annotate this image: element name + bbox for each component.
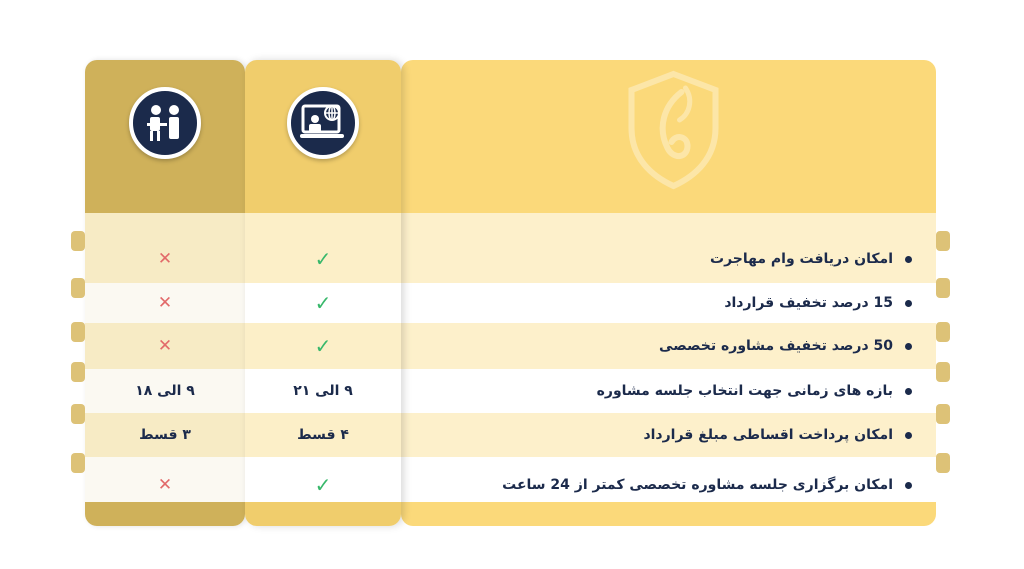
in-person-cell	[85, 213, 245, 283]
row-tab-left	[71, 453, 85, 473]
row-tab-left	[71, 362, 85, 382]
feature-row	[401, 283, 936, 323]
row-tab-right	[936, 362, 950, 382]
in-person-meeting-icon	[129, 87, 201, 159]
cross-icon: ✕	[157, 293, 173, 313]
feature-label: امکان دریافت وام مهاجرت	[710, 251, 893, 267]
bullet-icon	[905, 432, 912, 439]
bullet-icon	[905, 256, 912, 263]
online-plan-header	[245, 60, 401, 213]
bullet-icon	[905, 343, 912, 350]
feature-label: امکان پرداخت اقساطی مبلغ قرارداد	[643, 427, 893, 443]
shield-logo-icon	[621, 70, 726, 190]
row-tab-right	[936, 404, 950, 424]
feature-label: 15 درصد تخفیف قرارداد	[724, 295, 893, 311]
online-cell	[245, 413, 401, 457]
in-person-plan-header	[85, 60, 245, 213]
row-tab-left	[71, 231, 85, 251]
cell-value: ۴ قسط	[297, 427, 349, 443]
online-cell	[245, 213, 401, 283]
cell-value: ۹ الی ۱۸	[135, 383, 195, 399]
feature-label: بازه های زمانی جهت انتخاب جلسه مشاوره	[596, 383, 893, 399]
row-tab-right	[936, 231, 950, 251]
column-footer	[85, 502, 245, 526]
row-tab-right	[936, 453, 950, 473]
feature-row	[401, 323, 936, 369]
bullet-icon	[905, 300, 912, 307]
bullet-icon	[905, 388, 912, 395]
cross-icon: ✕	[157, 475, 173, 495]
in-person-cell	[85, 323, 245, 369]
check-icon: ✓	[314, 291, 332, 315]
cross-icon: ✕	[157, 249, 173, 269]
column-footer	[401, 502, 936, 526]
in-person-cell	[85, 413, 245, 457]
feature-row	[401, 213, 936, 283]
row-tab-left	[71, 404, 85, 424]
online-consultation-icon	[287, 87, 359, 159]
cross-icon: ✕	[157, 336, 173, 356]
check-icon: ✓	[314, 473, 332, 497]
in-person-plan-column	[85, 60, 245, 526]
feature-row	[401, 369, 936, 413]
feature-label: امکان برگزاری جلسه مشاوره تخصصی کمتر از 24 ساعت	[502, 477, 893, 493]
row-tab-left	[71, 322, 85, 342]
online-plan-column	[245, 60, 401, 526]
online-cell	[245, 323, 401, 369]
feature-row	[401, 413, 936, 457]
column-footer	[245, 502, 401, 526]
check-icon: ✓	[314, 247, 332, 271]
online-cell	[245, 369, 401, 413]
features-column	[401, 60, 936, 526]
features-header	[401, 60, 936, 213]
in-person-cell	[85, 369, 245, 413]
online-cell	[245, 283, 401, 323]
row-tab-left	[71, 278, 85, 298]
bullet-icon	[905, 482, 912, 489]
row-tab-right	[936, 278, 950, 298]
cell-value: ۳ قسط	[139, 427, 191, 443]
row-tab-right	[936, 322, 950, 342]
feature-label: 50 درصد تخفیف مشاوره تخصصی	[659, 338, 893, 354]
cell-value: ۹ الی ۲۱	[293, 383, 353, 399]
check-icon: ✓	[314, 334, 332, 358]
in-person-cell	[85, 283, 245, 323]
